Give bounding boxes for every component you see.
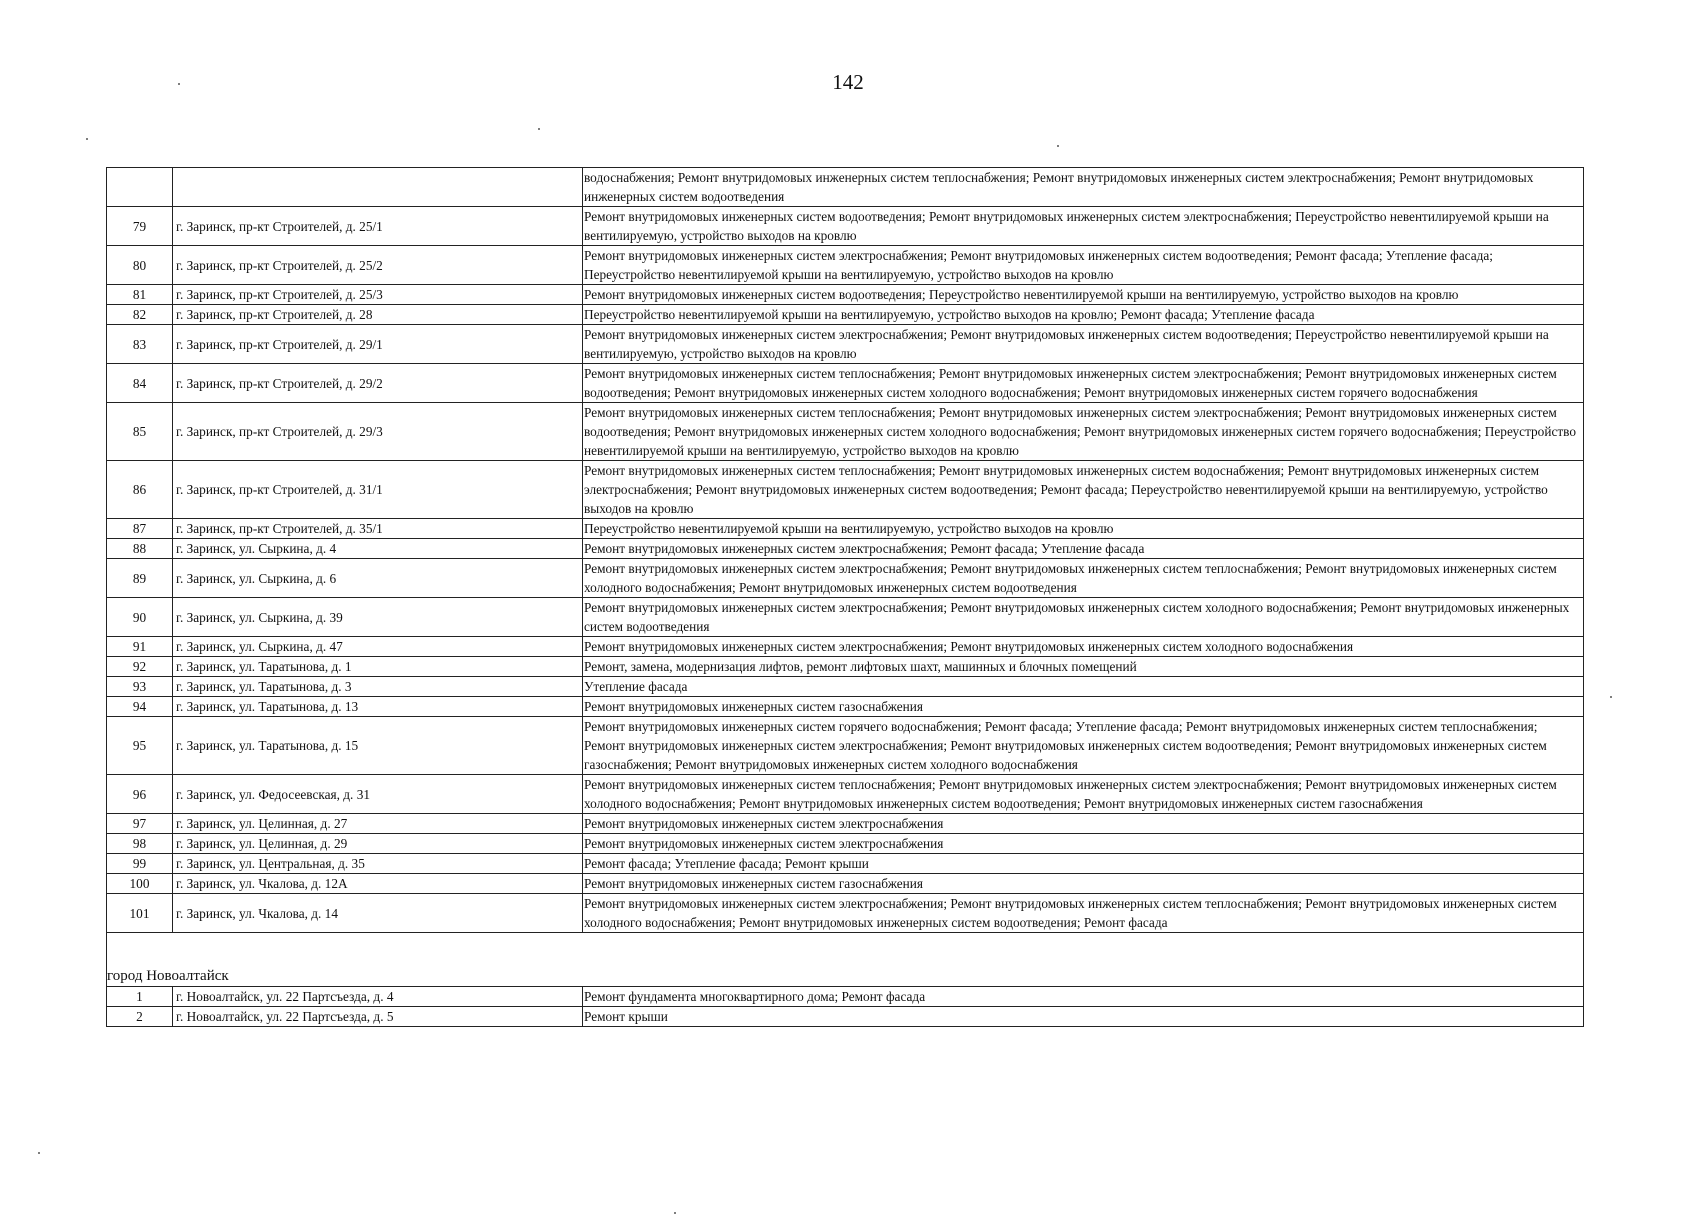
table-row: [107, 285, 1584, 305]
row-work-list: Ремонт внутридомовых инженерных систем горячего водоснабжения; Ремонт фасада; Утепление фасада; Ремонт внутридомовых инженерных систем теплоснабжения; Ремонт внутридомовых инженерных систем электроснабжения; Ремонт внутридомовых инженерных систем водоотведения; Ремонт внутридомовых инженерных систем газоснабжения; Ремонт внутридомовых инженерных систем холодного водоснабжения: [583, 717, 1584, 775]
table-row: [107, 987, 1584, 1007]
row-address: г. Заринск, ул. Чкалова, д. 14: [173, 894, 583, 933]
row-number: 87: [107, 519, 173, 539]
table-row: [107, 403, 1584, 461]
row-address: г. Заринск, пр-кт Строителей, д. 25/3: [173, 285, 583, 305]
row-work-list: Ремонт внутридомовых инженерных систем электроснабжения; Ремонт внутридомовых инженерных систем холодного водоснабжения; Ремонт внутридомовых инженерных систем водоотведения: [583, 598, 1584, 637]
row-work-list: Переустройство невентилируемой крыши на вентилируемую, устройство выходов на кровлю: [583, 519, 1584, 539]
table-row: [107, 325, 1584, 364]
row-address: г. Заринск, ул. Таратынова, д. 13: [173, 697, 583, 717]
row-work-list: Ремонт фасада; Утепление фасада; Ремонт крыши: [583, 854, 1584, 874]
table-row: [107, 677, 1584, 697]
row-number: 92: [107, 657, 173, 677]
table-row: [107, 461, 1584, 519]
row-address: г. Заринск, пр-кт Строителей, д. 31/1: [173, 461, 583, 519]
row-number: 101: [107, 894, 173, 933]
row-work-list: Ремонт внутридомовых инженерных систем теплоснабжения; Ремонт внутридомовых инженерных систем электроснабжения; Ремонт внутридомовых инженерных систем холодного водоснабжения; Ремонт внутридомовых инженерных систем водоотведения; Ремонт внутридомовых инженерных систем газоснабжения: [583, 775, 1584, 814]
row-number: 80: [107, 246, 173, 285]
row-number: 99: [107, 854, 173, 874]
scan-speck: [38, 1152, 40, 1154]
row-number: 93: [107, 677, 173, 697]
row-number: 88: [107, 539, 173, 559]
row-number: 89: [107, 559, 173, 598]
row-address: [173, 168, 583, 207]
row-number: 81: [107, 285, 173, 305]
row-work-list: Ремонт фундамента многоквартирного дома; Ремонт фасада: [583, 987, 1584, 1007]
row-address: г. Заринск, ул. Сыркина, д. 47: [173, 637, 583, 657]
row-address: г. Заринск, ул. Чкалова, д. 12А: [173, 874, 583, 894]
row-work-list: Ремонт внутридомовых инженерных систем электроснабжения: [583, 814, 1584, 834]
row-number: 100: [107, 874, 173, 894]
section-header-row: [107, 967, 1584, 987]
row-work-list: Ремонт внутридомовых инженерных систем электроснабжения; Ремонт фасада; Утепление фасада: [583, 539, 1584, 559]
row-address: г. Новоалтайск, ул. 22 Партсъезда, д. 5: [173, 1007, 583, 1027]
row-number: 1: [107, 987, 173, 1007]
row-work-list: Ремонт внутридомовых инженерных систем электроснабжения; Ремонт внутридомовых инженерных систем теплоснабжения; Ремонт внутридомовых инженерных систем холодного водоснабжения; Ремонт внутридомовых инженерных систем водоотведения: [583, 559, 1584, 598]
table-body: [107, 168, 1584, 1027]
row-address: г. Заринск, ул. Таратынова, д. 15: [173, 717, 583, 775]
table-row: [107, 598, 1584, 637]
row-number: 85: [107, 403, 173, 461]
row-address: г. Заринск, ул. Таратынова, д. 1: [173, 657, 583, 677]
table-row: [107, 305, 1584, 325]
row-work-list: Ремонт, замена, модернизация лифтов, ремонт лифтовых шахт, машинных и блочных помещений: [583, 657, 1584, 677]
row-address: г. Заринск, ул. Целинная, д. 29: [173, 834, 583, 854]
table-row: [107, 834, 1584, 854]
row-address: г. Заринск, ул. Федосеевская, д. 31: [173, 775, 583, 814]
row-number: 79: [107, 207, 173, 246]
section-title: город Новоалтайск: [107, 967, 1584, 987]
row-number: 90: [107, 598, 173, 637]
table-row: [107, 637, 1584, 657]
row-work-list: Ремонт внутридомовых инженерных систем водоотведения; Переустройство невентилируемой крыши на вентилируемую, устройство выходов на кровлю: [583, 285, 1584, 305]
row-work-list: Ремонт внутридомовых инженерных систем теплоснабжения; Ремонт внутридомовых инженерных систем электроснабжения; Ремонт внутридомовых инженерных систем водоотведения; Ремонт внутридомовых инженерных систем холодного водоснабжения; Ремонт внутридомовых инженерных систем горячего водоснабжения; Переустройство невентилируемой крыши на вентилируемую, устройство выходов на кровлю: [583, 403, 1584, 461]
row-number: 94: [107, 697, 173, 717]
table-row: [107, 168, 1584, 207]
scan-speck: [538, 128, 540, 130]
table-row: [107, 775, 1584, 814]
row-work-list: Ремонт внутридомовых инженерных систем теплоснабжения; Ремонт внутридомовых инженерных систем электроснабжения; Ремонт внутридомовых инженерных систем водоотведения; Ремонт внутридомовых инженерных систем холодного водоснабжения; Ремонт внутридомовых инженерных систем горячего водоснабжения: [583, 364, 1584, 403]
scan-speck: [1610, 696, 1612, 698]
row-address: г. Заринск, пр-кт Строителей, д. 25/2: [173, 246, 583, 285]
table-row: [107, 657, 1584, 677]
row-address: г. Заринск, пр-кт Строителей, д. 29/3: [173, 403, 583, 461]
table-row: [107, 697, 1584, 717]
row-address: г. Заринск, ул. Сыркина, д. 39: [173, 598, 583, 637]
table-row: [107, 874, 1584, 894]
row-number: 86: [107, 461, 173, 519]
row-work-list: Ремонт внутридомовых инженерных систем газоснабжения: [583, 874, 1584, 894]
scan-speck: [1057, 145, 1059, 147]
row-work-list: Ремонт внутридомовых инженерных систем теплоснабжения; Ремонт внутридомовых инженерных систем водоснабжения; Ремонт внутридомовых инженерных систем электроснабжения; Ремонт внутридомовых инженерных систем водоотведения; Ремонт фасада; Переустройство невентилируемой крыши на вентилируемую, устройство выходов на кровлю: [583, 461, 1584, 519]
scan-speck: [178, 83, 180, 85]
row-number: 2: [107, 1007, 173, 1027]
row-address: г. Заринск, пр-кт Строителей, д. 35/1: [173, 519, 583, 539]
row-work-list: Ремонт внутридомовых инженерных систем электроснабжения; Ремонт внутридомовых инженерных систем водоотведения; Переустройство невентилируемой крыши на вентилируемую, устройство выходов на кровлю: [583, 325, 1584, 364]
row-work-list: Переустройство невентилируемой крыши на вентилируемую, устройство выходов на кровлю; Ремонт фасада; Утепление фасада: [583, 305, 1584, 325]
row-work-list: Утепление фасада: [583, 677, 1584, 697]
row-number: 83: [107, 325, 173, 364]
scan-speck: [86, 138, 88, 140]
table-row: [107, 246, 1584, 285]
row-address: г. Заринск, пр-кт Строителей, д. 25/1: [173, 207, 583, 246]
section-spacer-cell: [107, 933, 1584, 968]
table-row: [107, 207, 1584, 246]
table-row: [107, 519, 1584, 539]
row-work-list: Ремонт внутридомовых инженерных систем электроснабжения; Ремонт внутридомовых инженерных систем холодного водоснабжения: [583, 637, 1584, 657]
row-work-list: Ремонт внутридомовых инженерных систем электроснабжения: [583, 834, 1584, 854]
row-address: г. Заринск, ул. Целинная, д. 27: [173, 814, 583, 834]
table-row: [107, 717, 1584, 775]
row-address: г. Заринск, пр-кт Строителей, д. 29/1: [173, 325, 583, 364]
row-number: 96: [107, 775, 173, 814]
table-row: [107, 894, 1584, 933]
section-spacer: [107, 933, 1584, 968]
row-number: 97: [107, 814, 173, 834]
row-address: г. Заринск, ул. Таратынова, д. 3: [173, 677, 583, 697]
repair-works-table: [106, 167, 1584, 1027]
row-address: г. Заринск, пр-кт Строителей, д. 29/2: [173, 364, 583, 403]
row-number: 84: [107, 364, 173, 403]
row-work-list: Ремонт внутридомовых инженерных систем электроснабжения; Ремонт внутридомовых инженерных систем водоотведения; Ремонт фасада; Утепление фасада; Переустройство невентилируемой крыши на вентилируемую, устройство выходов на кровлю: [583, 246, 1584, 285]
row-number: 98: [107, 834, 173, 854]
table-row: [107, 559, 1584, 598]
row-address: г. Заринск, ул. Сыркина, д. 4: [173, 539, 583, 559]
row-work-list: Ремонт внутридомовых инженерных систем электроснабжения; Ремонт внутридомовых инженерных систем теплоснабжения; Ремонт внутридомовых инженерных систем холодного водоснабжения; Ремонт внутридомовых инженерных систем водоотведения; Ремонт фасада: [583, 894, 1584, 933]
row-address: г. Заринск, ул. Центральная, д. 35: [173, 854, 583, 874]
page-number: 142: [832, 70, 864, 94]
row-number: 82: [107, 305, 173, 325]
row-work-list: водоснабжения; Ремонт внутридомовых инженерных систем теплоснабжения; Ремонт внутридомовых инженерных систем электроснабжения; Ремонт внутридомовых инженерных систем водоотведения: [583, 168, 1584, 207]
row-number: 91: [107, 637, 173, 657]
row-work-list: Ремонт внутридомовых инженерных систем водоотведения; Ремонт внутридомовых инженерных систем электроснабжения; Переустройство невентилируемой крыши на вентилируемую, устройство выходов на кровлю: [583, 207, 1584, 246]
row-address: г. Новоалтайск, ул. 22 Партсъезда, д. 4: [173, 987, 583, 1007]
row-address: г. Заринск, ул. Сыркина, д. 6: [173, 559, 583, 598]
table-row: [107, 854, 1584, 874]
table-row: [107, 539, 1584, 559]
row-number: [107, 168, 173, 207]
table-row: [107, 1007, 1584, 1027]
row-address: г. Заринск, пр-кт Строителей, д. 28: [173, 305, 583, 325]
table-row: [107, 814, 1584, 834]
row-work-list: Ремонт крыши: [583, 1007, 1584, 1027]
table-row: [107, 364, 1584, 403]
row-work-list: Ремонт внутридомовых инженерных систем газоснабжения: [583, 697, 1584, 717]
row-number: 95: [107, 717, 173, 775]
